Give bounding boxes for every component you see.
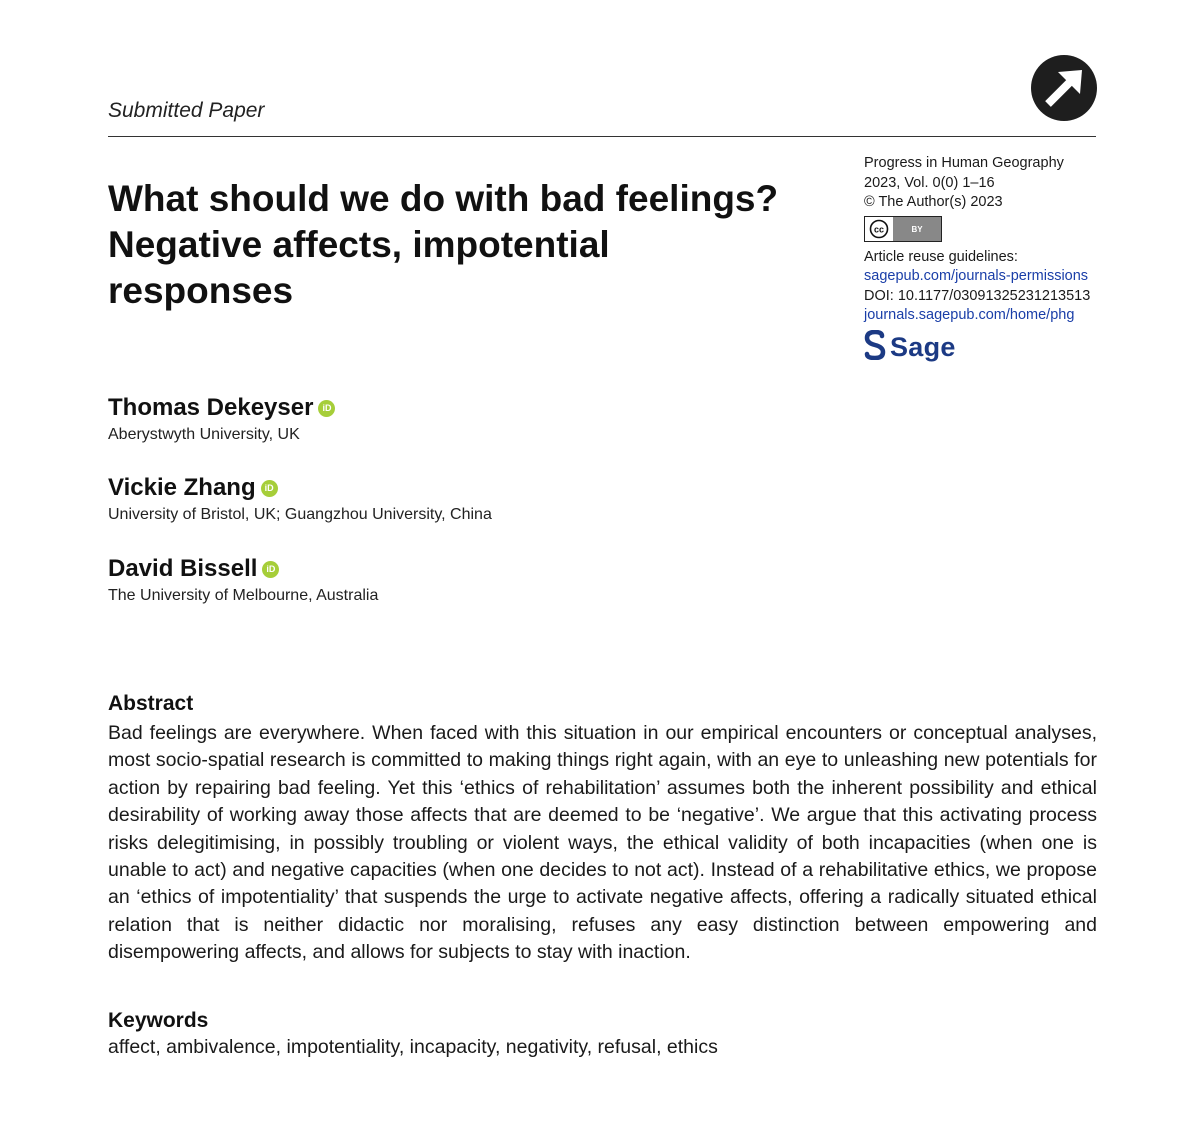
svg-text:cc: cc <box>873 224 885 234</box>
section-label: Submitted Paper <box>108 99 265 122</box>
orcid-icon[interactable]: iD <box>318 400 335 417</box>
sage-wordmark: Sage <box>890 332 956 362</box>
orcid-icon[interactable]: iD <box>262 561 279 578</box>
journal-arrow-logo-icon <box>1030 54 1098 122</box>
author-affiliation: Aberystwyth University, UK <box>108 426 300 443</box>
doi: DOI: 10.1177/03091325231213513 <box>864 287 1091 304</box>
title-line: responses <box>108 270 294 311</box>
reuse-link[interactable]: sagepub.com/journals-permissions <box>864 268 1089 284</box>
cc-by-badge <box>864 216 942 242</box>
cc-by-label: BY <box>893 217 941 241</box>
author-name: David Bissell <box>108 555 258 582</box>
author-block <box>108 474 492 524</box>
journal-name: Progress in Human Geography <box>864 155 1064 171</box>
author-block <box>108 555 378 605</box>
header-rule <box>108 136 1096 137</box>
author-name: Vickie Zhang <box>108 474 256 501</box>
keywords-heading: Keywords <box>108 1009 209 1032</box>
author-name: Thomas Dekeyser <box>108 394 314 421</box>
title-line: Negative affects, impotential <box>108 224 610 265</box>
author-affiliation: University of Bristol, UK; Guangzhou University, China <box>108 506 492 523</box>
author-block <box>108 394 335 444</box>
paper-title <box>108 176 848 314</box>
sage-s-icon <box>864 330 886 367</box>
abstract-text: Bad feelings are everywhere. When faced with this situation in our empirical encounters or conceptual analyses, most socio-spatial research is committed to making things right again, with an eye to unleashing new potentials for action by repairing bad feeling. Yet this ‘ethics of rehabilitation’ assumes both the inherent possibility and ethical desirability of working away those affects that are deemed to be ‘negative’. We argue that this activating process risks delegitimising, in possibly troubling or violent ways, the ethical validity of both incapacities (when one is unable to act) and negative capacities (when one decides to not act). Instead of a rehabilitative ethics, we propose an ‘ethics of impotentiality’ that suspends the urge to activate negative affects, offering a radically situated ethical relation that is neither didactic nor moralising, refuses any easy distinction between empowering and disempowering affects, and allows for subjects to stay with inaction. <box>108 722 1097 964</box>
journal-meta <box>864 154 1104 366</box>
author-affiliation: The University of Melbourne, Australia <box>108 587 379 604</box>
abstract-heading: Abstract <box>108 692 194 715</box>
journal-link[interactable]: journals.sagepub.com/home/phg <box>864 307 1075 323</box>
reuse-label: Article reuse guidelines: <box>864 248 1018 265</box>
orcid-icon[interactable]: iD <box>261 480 278 497</box>
title-line: What should we do with bad feelings? <box>108 178 779 219</box>
keywords-text: affect, ambivalence, impotentiality, incapacity, negativity, refusal, ethics <box>108 1036 718 1058</box>
journal-copyright: © The Author(s) 2023 <box>864 194 1003 210</box>
sage-logo <box>864 330 1104 367</box>
journal-volume: 2023, Vol. 0(0) 1–16 <box>864 174 995 191</box>
cc-icon <box>865 217 893 241</box>
